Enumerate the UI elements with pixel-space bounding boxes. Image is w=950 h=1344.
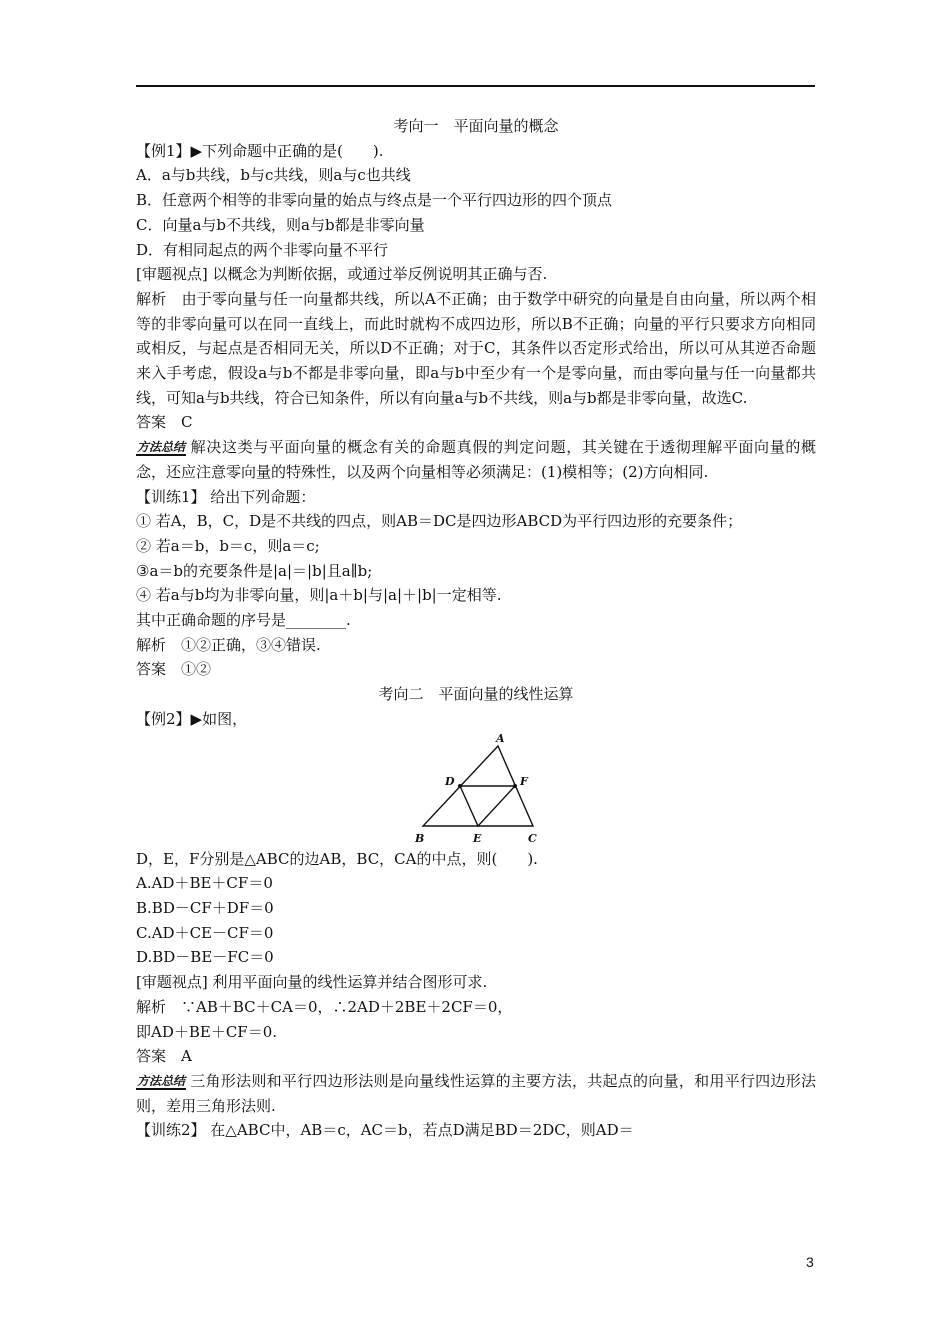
example-2-analysis-line-1: 解析 ∵AB＋BC＋CA＝0，∴2AD＋2BE＋2CF＝0， <box>136 997 513 1016</box>
training-1-answer: 答案 ①② <box>136 660 212 679</box>
point-d <box>458 784 462 788</box>
example-2-statement: D，E，F分别是△ABC的边AB，BC，CA的中点，则( ). <box>136 849 538 868</box>
section-heading-1: 考向一 平面向量的概念 <box>393 117 559 135</box>
example-2-option-a: A.AD＋BE＋CF＝0 <box>136 874 273 893</box>
example-1-option-d: D．有相同起点的两个非零向量不平行 <box>136 240 389 259</box>
training-1-analysis: 解析 ①②正确，③④错误. <box>136 635 321 654</box>
training-1-item-4: ④ 若a与b均为非零向量，则|a＋b|与|a|＋|b|一定相等. <box>136 586 502 605</box>
triangle-def <box>460 786 515 826</box>
example-2-prompt: 【例2】▶如图， <box>136 709 248 728</box>
example-1-option-c: C．向量a与b不共线，则a与b都是非零向量 <box>136 215 425 234</box>
section-heading-2: 考向二 平面向量的线性运算 <box>378 685 574 704</box>
example-1-prompt: 【例1】▶下列命题中正确的是( ). <box>136 141 384 160</box>
example-2-option-b: B.BD－CF＋DF＝0 <box>136 898 274 917</box>
method-summary-badge: 方法总结 <box>137 1073 186 1088</box>
training-1-item-1: ① 若A，B，C，D是不共线的四点，则AB＝DC是四边形ABCD为平行四边形的充要条件； <box>136 512 743 531</box>
triangle-diagram <box>411 734 551 846</box>
method-summary-2 <box>136 1069 816 1118</box>
example-2-analysis-line-2: 即AD＋BE＋CF＝0. <box>136 1022 278 1041</box>
example-1-analysis: 解析 由于零向量与任一向量都共线，所以A不正确；由于数学中研究的向量是自由向量，所以两个相等的非零向量可以在同一直线上，而此时就构不成四边形，所以B不正确；向量的平行只要求方向相同或相反，与起点是否相同无关，所以D不正确；对于C，其条件以否定形式给出，所以可从其逆否命题来入手考虑，假设a与b不都是非零向量，即a与b中至少有一个是零向量，而由零向量与任一向量都共线，可知a与b共线，符合已知条件，所以有向量a与b不共线，则a与b都是非零向量，故选C. <box>136 289 816 407</box>
example-2-viewpoint: [审题视点] 利用平面向量的线性运算并结合图形可求. <box>136 973 488 992</box>
page-number: 3 <box>806 1254 814 1270</box>
document-body <box>136 114 816 1143</box>
method-summary-1 <box>136 435 816 484</box>
training-1-item-3: ③a＝b的充要条件是|a|＝|b|且a∥b; <box>136 561 373 580</box>
triangle-figure <box>136 732 816 847</box>
label-e: E <box>473 831 482 845</box>
training-1-item-2: ② 若a＝b，b＝c，则a＝c; <box>136 536 320 555</box>
training-1-prompt: 【训练1】 给出下列命题： <box>136 487 316 506</box>
training-1-question: 其中正确命题的序号是________. <box>136 611 351 630</box>
label-c: C <box>528 831 537 845</box>
example-2-option-d: D.BD－BE－FC＝0 <box>136 948 274 967</box>
method-summary-badge: 方法总结 <box>137 440 186 455</box>
label-f: F <box>520 774 528 788</box>
header-rule <box>136 85 815 87</box>
label-a: A <box>496 733 505 745</box>
method-summary-text: 三角形法则和平行四边形法则是向量线性运算的主要方法，共起点的向量，和用平行四边形法则，差用三角形法则. <box>136 1071 816 1115</box>
example-1-viewpoint: [审题视点] 以概念为判断依据，或通过举反例说明其正确与否. <box>136 265 548 284</box>
example-2-option-c: C.AD＋CE－CF＝0 <box>136 923 274 942</box>
training-2-prompt: 【训练2】 在△ABC中，AB＝c，AC＝b，若点D满足BD＝2DC，则AD＝ <box>136 1121 634 1140</box>
label-b: B <box>415 831 425 845</box>
example-1-option-b: B．任意两个相等的非零向量的始点与终点是一个平行四边形的四个顶点 <box>136 191 613 210</box>
example-1-answer: 答案 C <box>136 413 193 432</box>
method-summary-text: 解决这类与平面向量的概念有关的命题真假的判定问题，其关键在于透彻理解平面向量的概念，还应注意零向量的特殊性，以及两个向量相等必须满足：(1)模相等；(2)方向相同. <box>136 438 816 481</box>
example-1-option-a: A．a与b共线，b与c共线，则a与c也共线 <box>136 166 411 185</box>
point-f <box>513 784 517 788</box>
label-d: D <box>445 774 455 788</box>
example-2-answer: 答案 A <box>136 1047 192 1066</box>
